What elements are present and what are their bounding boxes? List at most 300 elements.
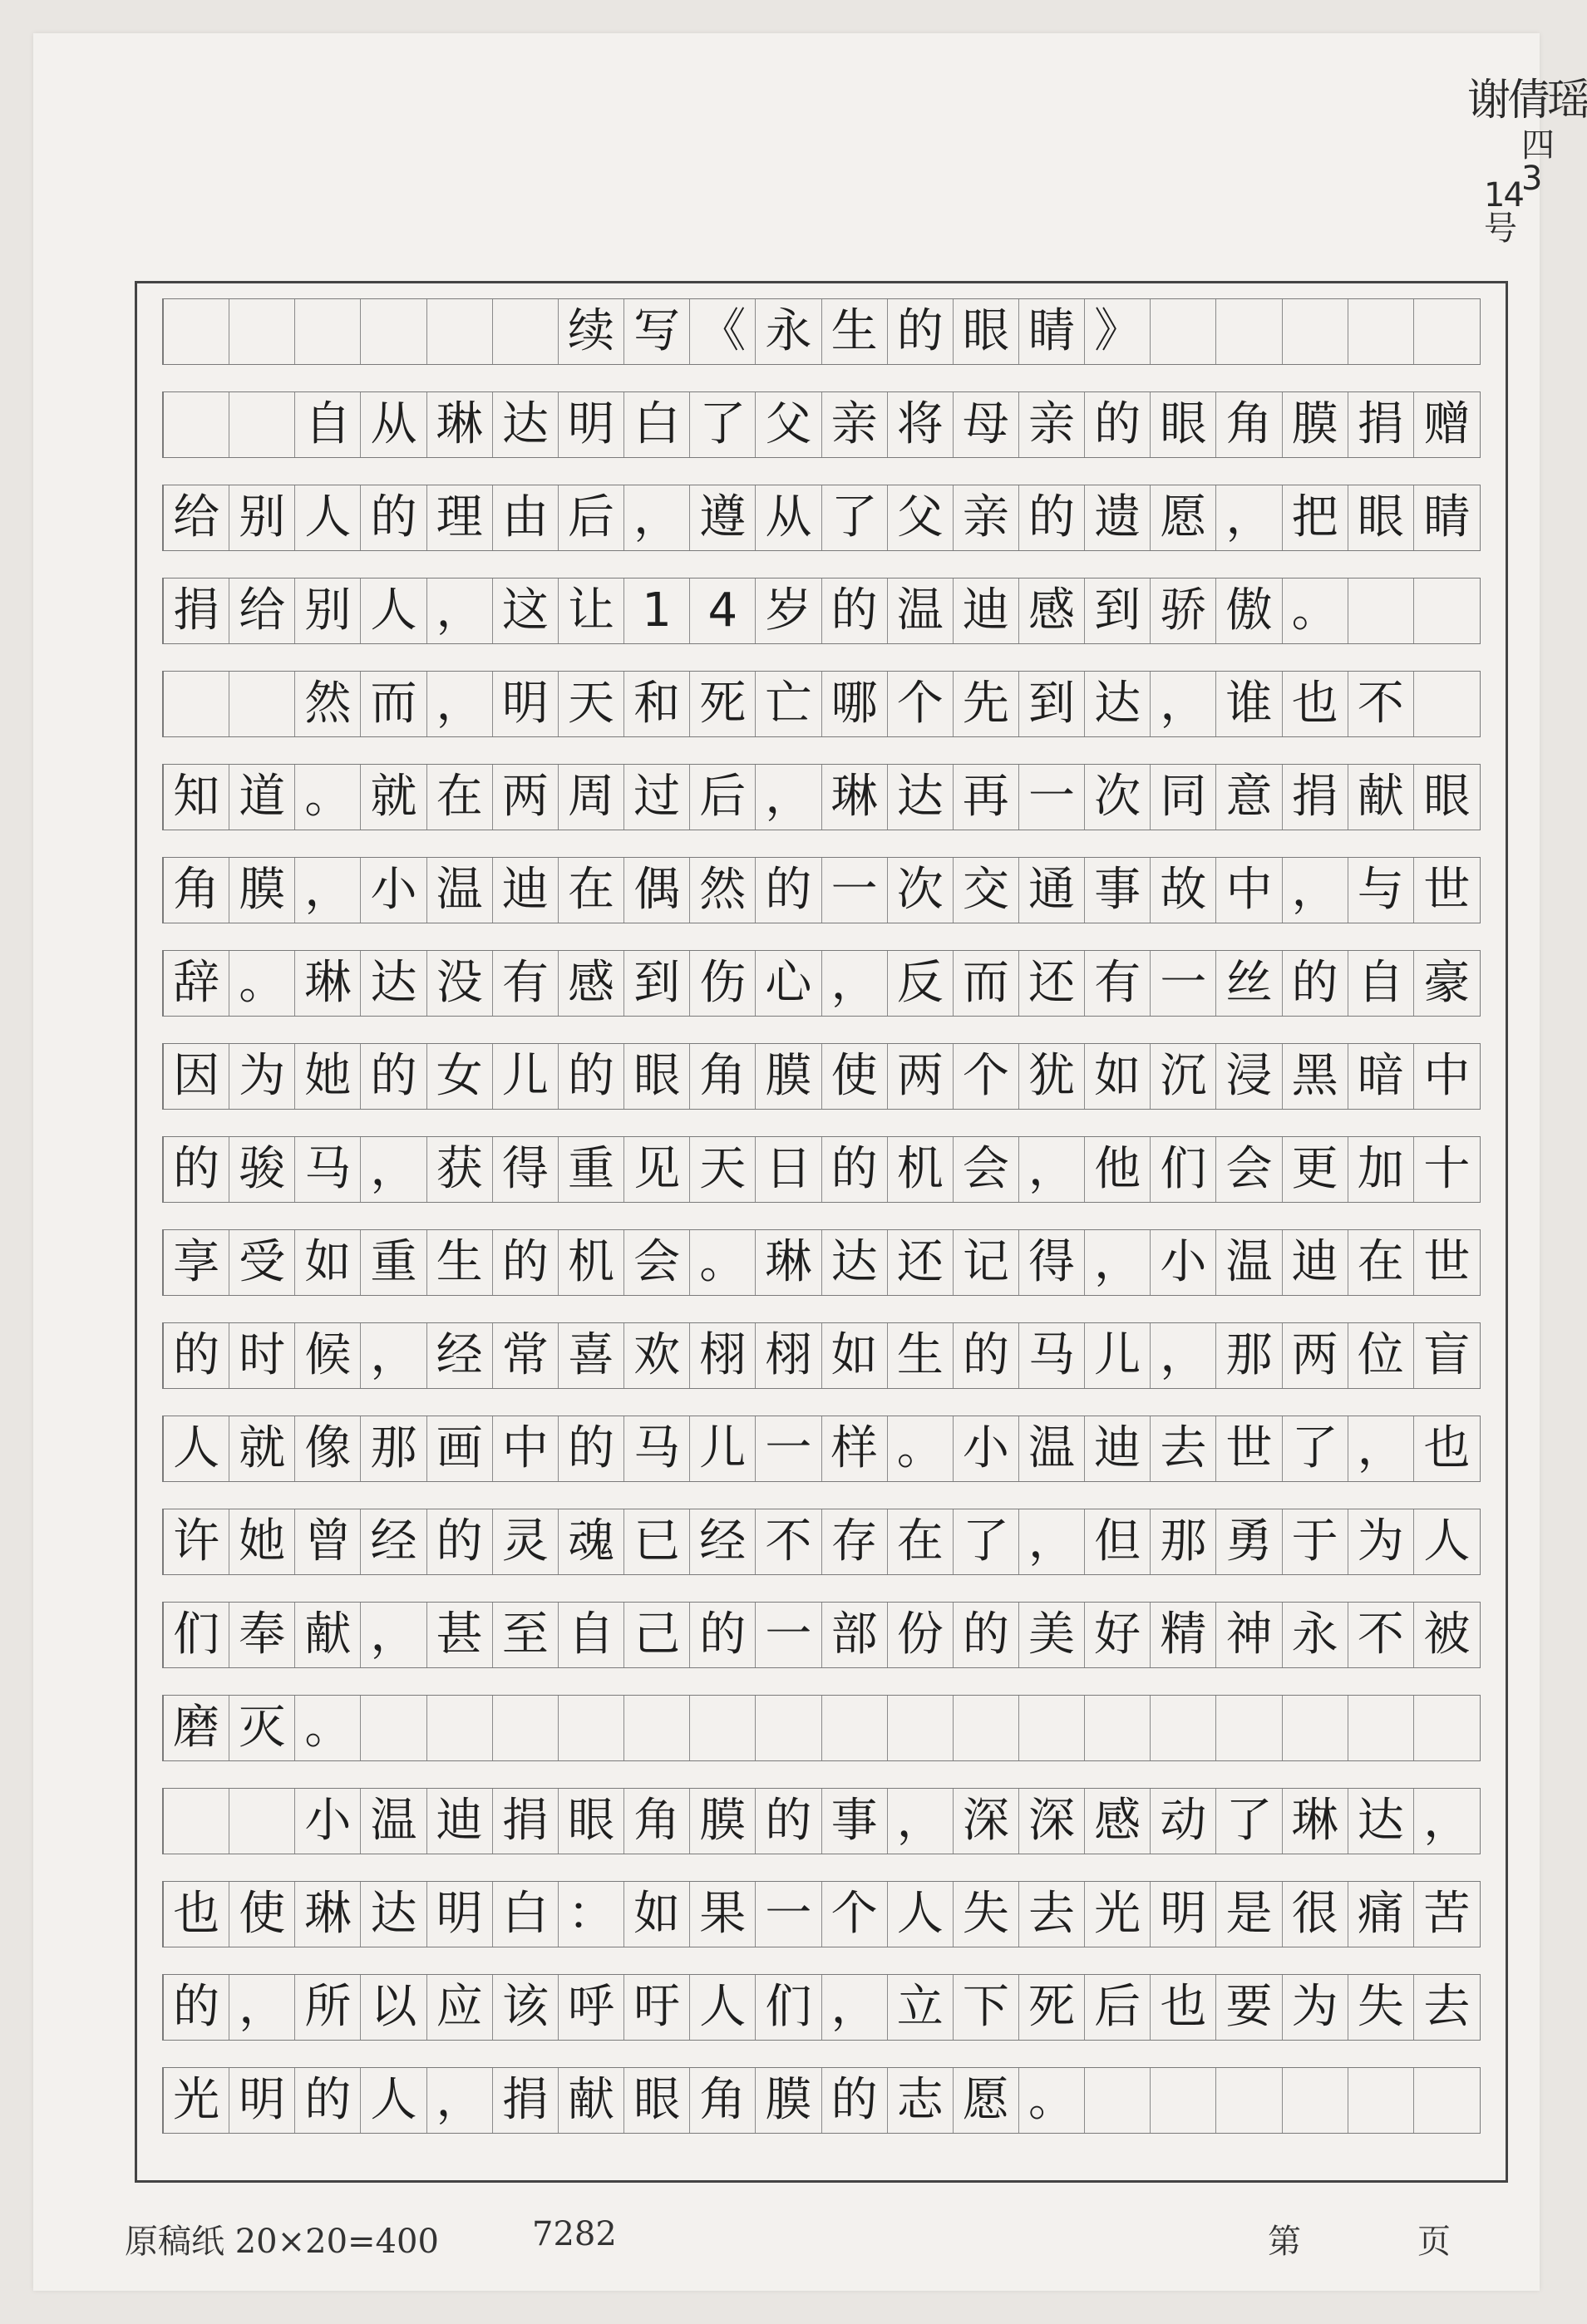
grid-cell: 一 bbox=[822, 858, 888, 923]
grid-cell: 很 bbox=[1283, 1882, 1348, 1947]
grid-cell: 们 bbox=[756, 1975, 821, 2040]
grid-cell: 动 bbox=[1151, 1789, 1216, 1854]
grid-cell: 机 bbox=[888, 1137, 954, 1202]
grid-cell: 个 bbox=[954, 1044, 1019, 1109]
grid-cell: 两 bbox=[888, 1044, 954, 1109]
grid-cell: 精 bbox=[1151, 1603, 1216, 1667]
grid-cell: ， bbox=[822, 951, 888, 1016]
grid-cell: 已 bbox=[624, 1509, 690, 1574]
grid-cell: 以 bbox=[361, 1975, 426, 2040]
grid-cell: 见 bbox=[624, 1137, 690, 1202]
grid-cell bbox=[1085, 2068, 1151, 2133]
grid-cell: 将 bbox=[888, 392, 954, 457]
grid-cell: 辞 bbox=[164, 951, 229, 1016]
grid-cell: ， bbox=[1019, 1509, 1085, 1574]
grid-cell: 死 bbox=[1019, 1975, 1085, 2040]
grid-cell: 光 bbox=[1085, 1882, 1151, 1947]
grid-cell: 迪 bbox=[954, 579, 1019, 643]
grid-cell: 感 bbox=[1019, 579, 1085, 643]
grid-cell: 别 bbox=[295, 579, 361, 643]
grid-cell: 但 bbox=[1085, 1509, 1151, 1574]
grid-cell: ， bbox=[1283, 858, 1348, 923]
grid-cell: 如 bbox=[624, 1882, 690, 1947]
grid-cell: 在 bbox=[888, 1509, 954, 1574]
grid-cell: 痛 bbox=[1348, 1882, 1414, 1947]
grid-cell bbox=[1414, 672, 1480, 736]
grid-cell: 自 bbox=[1348, 951, 1414, 1016]
paper-code: 7282 bbox=[532, 2215, 617, 2253]
grid-cell: 部 bbox=[822, 1603, 888, 1667]
grid-cell: 机 bbox=[559, 1230, 624, 1295]
grid-cell: 明 bbox=[229, 2068, 295, 2133]
grid-cell: 世 bbox=[1423, 863, 1471, 917]
grid-cell: 眼 bbox=[624, 1044, 690, 1109]
grid-cell: 献 bbox=[1348, 765, 1414, 830]
grid-cell: 更 bbox=[1283, 1137, 1348, 1202]
grid-cell: 眼 bbox=[559, 1789, 624, 1854]
grid-cell bbox=[954, 1696, 1019, 1760]
grid-cell: 不 bbox=[1348, 672, 1414, 736]
grid-cell: 达 bbox=[361, 1882, 426, 1947]
grid-cell: 那 bbox=[361, 1416, 426, 1481]
grid-cell: 的 bbox=[559, 1416, 624, 1481]
grid-cell bbox=[1085, 1696, 1151, 1760]
grid-cell: 一 bbox=[1019, 765, 1085, 830]
grid-cell: 的 bbox=[164, 1137, 229, 1202]
grid-cell: 有 bbox=[1085, 951, 1151, 1016]
grid-cell: 白 bbox=[493, 1882, 559, 1947]
grid-cell: 。 bbox=[690, 1230, 756, 1295]
grid-cell: 栩 bbox=[690, 1323, 756, 1388]
grid-cell: 捐 bbox=[493, 2068, 559, 2133]
grid-cell bbox=[229, 299, 295, 364]
grid-cell: 暗 bbox=[1348, 1044, 1414, 1109]
grid-cell: 琳 bbox=[427, 392, 493, 457]
manuscript-grid bbox=[135, 281, 1508, 2183]
grid-cell: 位 bbox=[1348, 1323, 1414, 1388]
grid-cell: 别 bbox=[229, 485, 295, 550]
grid-cell bbox=[295, 299, 361, 364]
grid-cell: 丝 bbox=[1216, 951, 1282, 1016]
grid-row bbox=[162, 1322, 1481, 1389]
grid-cell: 和 bbox=[624, 672, 690, 736]
grid-cell: 知 bbox=[164, 765, 229, 830]
grid-cell: 而 bbox=[954, 951, 1019, 1016]
grid-cell: 献 bbox=[559, 2068, 624, 2133]
grid-cell: 死 bbox=[690, 672, 756, 736]
grid-cell: 人 bbox=[888, 1882, 954, 1947]
grid-cell: 事 bbox=[1085, 858, 1151, 923]
grid-cell: 捐 bbox=[1348, 392, 1414, 457]
grid-cell: 达 bbox=[1085, 672, 1151, 736]
grid-cell: 的 bbox=[427, 1509, 493, 1574]
grid-cell: 的 bbox=[493, 1230, 559, 1295]
grid-cell: 了 bbox=[1216, 1789, 1282, 1854]
grid-cell: 赠 bbox=[1423, 397, 1471, 451]
grid-cell: 睛 bbox=[1019, 299, 1085, 364]
grid-cell: 立 bbox=[888, 1975, 954, 2040]
grid-cell: 明 bbox=[1151, 1882, 1216, 1947]
grid-cell: 献 bbox=[295, 1603, 361, 1667]
grid-cell: 眼 bbox=[1423, 770, 1471, 824]
grid-cell: 深 bbox=[954, 1789, 1019, 1854]
grid-cell: 会 bbox=[624, 1230, 690, 1295]
grid-cell: 愿 bbox=[954, 2068, 1019, 2133]
grid-cell: 经 bbox=[427, 1323, 493, 1388]
grid-cell: ， bbox=[1151, 1323, 1216, 1388]
grid-cell: 重 bbox=[361, 1230, 426, 1295]
grid-cell: 记 bbox=[954, 1230, 1019, 1295]
grid-cell: 时 bbox=[229, 1323, 295, 1388]
grid-cell: 女 bbox=[427, 1044, 493, 1109]
grid-cell bbox=[1348, 2068, 1414, 2133]
grid-cell: 明 bbox=[559, 392, 624, 457]
grid-cell: 遗 bbox=[1085, 485, 1151, 550]
grid-cell: 膜 bbox=[229, 858, 295, 923]
grid-row bbox=[162, 1602, 1481, 1668]
grid-cell bbox=[164, 672, 229, 736]
grid-cell: 欢 bbox=[624, 1323, 690, 1388]
grid-cell: 生 bbox=[427, 1230, 493, 1295]
grid-cell: 明 bbox=[493, 672, 559, 736]
grid-cell: 感 bbox=[559, 951, 624, 1016]
grid-row bbox=[162, 1509, 1481, 1575]
grid-cell: 去 bbox=[1151, 1416, 1216, 1481]
grid-cell: 人 bbox=[295, 485, 361, 550]
grid-cell bbox=[361, 1696, 426, 1760]
grid-cell: 许 bbox=[164, 1509, 229, 1574]
grid-cell: 骏 bbox=[229, 1137, 295, 1202]
grid-cell: 捐 bbox=[493, 1789, 559, 1854]
grid-cell: 就 bbox=[361, 765, 426, 830]
grid-cell: 果 bbox=[690, 1882, 756, 1947]
grid-cell: 永 bbox=[756, 299, 821, 364]
grid-cell: 马 bbox=[624, 1416, 690, 1481]
grid-row bbox=[162, 391, 1481, 458]
grid-cell: 天 bbox=[559, 672, 624, 736]
grid-cell bbox=[493, 1696, 559, 1760]
grid-cell: 眼 bbox=[624, 2068, 690, 2133]
grid-cell bbox=[1283, 1696, 1348, 1760]
grid-cell: 哪 bbox=[822, 672, 888, 736]
grid-cell: 豪 bbox=[1423, 956, 1471, 1010]
grid-cell: 两 bbox=[1283, 1323, 1348, 1388]
grid-cell: 存 bbox=[822, 1509, 888, 1574]
grid-cell: 与 bbox=[1348, 858, 1414, 923]
grid-row bbox=[162, 1788, 1481, 1854]
grid-cell: 。 bbox=[1019, 2068, 1085, 2133]
student-number: 14号 bbox=[1484, 176, 1523, 248]
grid-row bbox=[162, 857, 1481, 923]
grid-cell: 被 bbox=[1423, 1608, 1471, 1662]
grid-cell: 的 bbox=[690, 1603, 756, 1667]
grid-cell bbox=[690, 1696, 756, 1760]
grid-cell bbox=[1414, 1696, 1480, 1760]
grid-cell bbox=[1414, 299, 1480, 364]
grid-cell: 角 bbox=[1216, 392, 1282, 457]
grid-cell: 苦 bbox=[1423, 1887, 1471, 1941]
grid-cell: 从 bbox=[361, 392, 426, 457]
grid-cell: 候 bbox=[295, 1323, 361, 1388]
grid-cell: 温 bbox=[427, 858, 493, 923]
grid-cell: ， bbox=[822, 1975, 888, 2040]
grid-cell: 的 bbox=[888, 299, 954, 364]
grid-cell: 犹 bbox=[1019, 1044, 1085, 1109]
grid-cell: 眼 bbox=[954, 299, 1019, 364]
grid-cell: 那 bbox=[1151, 1509, 1216, 1574]
grid-cell: 4 bbox=[690, 579, 756, 643]
manuscript-sheet bbox=[33, 33, 1587, 2291]
grid-cell: 的 bbox=[756, 1789, 821, 1854]
grid-cell: 经 bbox=[690, 1509, 756, 1574]
grid-cell: 己 bbox=[624, 1603, 690, 1667]
grid-cell: 的 bbox=[361, 1044, 426, 1109]
grid-cell: ， bbox=[427, 2068, 493, 2133]
grid-cell: 两 bbox=[493, 765, 559, 830]
grid-cell: 享 bbox=[164, 1230, 229, 1295]
grid-cell: 角 bbox=[690, 1044, 756, 1109]
grid-cell: 愿 bbox=[1151, 485, 1216, 550]
grid-cell bbox=[229, 672, 295, 736]
grid-cell: 1 bbox=[624, 579, 690, 643]
grid-cell bbox=[559, 1696, 624, 1760]
grid-cell: ， bbox=[624, 485, 690, 550]
grid-cell: 明 bbox=[427, 1882, 493, 1947]
grid-cell: 膜 bbox=[756, 1044, 821, 1109]
grid-row bbox=[162, 1136, 1481, 1203]
grid-cell: 生 bbox=[822, 299, 888, 364]
grid-cell: 会 bbox=[954, 1137, 1019, 1202]
grid-cell: 达 bbox=[1348, 1789, 1414, 1854]
grid-cell: 在 bbox=[1348, 1230, 1414, 1295]
grid-rows bbox=[137, 298, 1506, 2174]
grid-cell: 像 bbox=[295, 1416, 361, 1481]
grid-cell: 感 bbox=[1085, 1789, 1151, 1854]
grid-cell bbox=[1019, 1696, 1085, 1760]
grid-cell: 中 bbox=[493, 1416, 559, 1481]
grid-cell: 的 bbox=[822, 579, 888, 643]
grid-cell: 。 bbox=[229, 951, 295, 1016]
grid-cell: 于 bbox=[1283, 1509, 1348, 1574]
grid-cell: 份 bbox=[888, 1603, 954, 1667]
grid-cell: 周 bbox=[559, 765, 624, 830]
grid-cell: 使 bbox=[229, 1882, 295, 1947]
grid-cell: 该 bbox=[493, 1975, 559, 2040]
grid-cell: 伤 bbox=[690, 951, 756, 1016]
grid-cell: 亡 bbox=[756, 672, 821, 736]
grid-cell: 马 bbox=[295, 1137, 361, 1202]
grid-cell bbox=[888, 1696, 954, 1760]
grid-row bbox=[162, 671, 1481, 737]
grid-cell: 从 bbox=[756, 485, 821, 550]
grid-cell: 睛 bbox=[1423, 490, 1471, 544]
page-label: 第 bbox=[1268, 2223, 1301, 2261]
grid-cell: 那 bbox=[1216, 1323, 1282, 1388]
grid-cell: 琳 bbox=[1283, 1789, 1348, 1854]
grid-cell: 心 bbox=[756, 951, 821, 1016]
grid-cell: 常 bbox=[493, 1323, 559, 1388]
grid-cell: 了 bbox=[954, 1509, 1019, 1574]
grid-cell: 失 bbox=[1348, 1975, 1414, 2040]
grid-cell: 要 bbox=[1216, 1975, 1282, 2040]
grid-cell bbox=[1414, 2068, 1480, 2133]
grid-cell: 。 bbox=[888, 1416, 954, 1481]
grid-cell bbox=[1216, 1696, 1282, 1760]
grid-cell: 吁 bbox=[624, 1975, 690, 2040]
grid-cell: 魂 bbox=[559, 1509, 624, 1574]
grid-cell: 眼 bbox=[1151, 392, 1216, 457]
grid-cell: 达 bbox=[493, 392, 559, 457]
grid-cell: 的 bbox=[1283, 951, 1348, 1016]
grid-cell: 了 bbox=[1283, 1416, 1348, 1481]
grid-cell: 应 bbox=[427, 1975, 493, 2040]
grid-cell: 偶 bbox=[624, 858, 690, 923]
grid-cell: 写 bbox=[624, 299, 690, 364]
grid-cell: 下 bbox=[954, 1975, 1019, 2040]
grid-row bbox=[162, 2067, 1481, 2134]
grid-cell: 还 bbox=[888, 1230, 954, 1295]
grid-row bbox=[162, 578, 1481, 644]
grid-cell: 一 bbox=[756, 1882, 821, 1947]
grid-cell bbox=[427, 299, 493, 364]
grid-cell: 。 bbox=[1283, 579, 1348, 643]
grid-cell bbox=[229, 1789, 295, 1854]
grid-cell: 的 bbox=[954, 1603, 1019, 1667]
grid-cell: 得 bbox=[1019, 1230, 1085, 1295]
grid-cell bbox=[1216, 299, 1282, 364]
grid-cell: 同 bbox=[1151, 765, 1216, 830]
grid-cell: 捐 bbox=[164, 579, 229, 643]
grid-cell: 后 bbox=[690, 765, 756, 830]
grid-cell: 小 bbox=[954, 1416, 1019, 1481]
grid-cell: 给 bbox=[164, 485, 229, 550]
grid-cell: 。 bbox=[295, 1696, 361, 1760]
grid-cell: 也 bbox=[1151, 1975, 1216, 2040]
grid-cell: 中 bbox=[1216, 858, 1282, 923]
grid-cell: 样 bbox=[822, 1416, 888, 1481]
grid-cell: 奉 bbox=[229, 1603, 295, 1667]
grid-cell: 为 bbox=[1348, 1509, 1414, 1574]
grid-cell: 的 bbox=[164, 1323, 229, 1388]
grid-cell: 温 bbox=[361, 1789, 426, 1854]
grid-cell: 迪 bbox=[1085, 1416, 1151, 1481]
grid-cell: 失 bbox=[954, 1882, 1019, 1947]
grid-row bbox=[162, 764, 1481, 830]
grid-cell: 为 bbox=[229, 1044, 295, 1109]
grid-cell: 反 bbox=[888, 951, 954, 1016]
grid-cell: 达 bbox=[361, 951, 426, 1016]
grid-cell: ， bbox=[361, 1603, 426, 1667]
grid-cell: 迪 bbox=[427, 1789, 493, 1854]
grid-cell: 勇 bbox=[1216, 1509, 1282, 1574]
grid-row bbox=[162, 1229, 1481, 1296]
grid-cell bbox=[1283, 299, 1348, 364]
grid-cell: 十 bbox=[1423, 1142, 1471, 1196]
grid-cell: 还 bbox=[1019, 951, 1085, 1016]
grid-cell: 灭 bbox=[229, 1696, 295, 1760]
grid-cell: 生 bbox=[888, 1323, 954, 1388]
grid-cell bbox=[1151, 1696, 1216, 1760]
grid-cell: 把 bbox=[1283, 485, 1348, 550]
grid-cell bbox=[229, 392, 295, 457]
grid-cell: 过 bbox=[624, 765, 690, 830]
grid-cell: 一 bbox=[1151, 951, 1216, 1016]
grid-row bbox=[162, 298, 1481, 365]
grid-cell: 次 bbox=[1085, 765, 1151, 830]
grid-cell: 呼 bbox=[559, 1975, 624, 2040]
grid-cell: 的 bbox=[822, 2068, 888, 2133]
grid-cell: 如 bbox=[295, 1230, 361, 1295]
grid-cell: 一 bbox=[756, 1416, 821, 1481]
grid-cell: 母 bbox=[954, 392, 1019, 457]
grid-cell: 人 bbox=[690, 1975, 756, 2040]
grid-cell: 至 bbox=[493, 1603, 559, 1667]
grid-cell: 温 bbox=[1019, 1416, 1085, 1481]
grid-cell: ， bbox=[888, 1789, 954, 1854]
grid-cell: 的 bbox=[559, 1044, 624, 1109]
grid-cell: 会 bbox=[1216, 1137, 1282, 1202]
grid-cell: 琳 bbox=[295, 951, 361, 1016]
grid-cell bbox=[1151, 299, 1216, 364]
grid-cell: 小 bbox=[1151, 1230, 1216, 1295]
grid-cell: 受 bbox=[229, 1230, 295, 1295]
grid-cell: 个 bbox=[888, 672, 954, 736]
grid-cell: 膜 bbox=[1283, 392, 1348, 457]
grid-cell: 亲 bbox=[954, 485, 1019, 550]
grid-cell: 让 bbox=[559, 579, 624, 643]
grid-cell: 为 bbox=[1283, 1975, 1348, 2040]
grid-row bbox=[162, 950, 1481, 1017]
grid-cell: 有 bbox=[493, 951, 559, 1016]
grid-cell: 也 bbox=[164, 1882, 229, 1947]
grid-cell: 也 bbox=[1423, 1421, 1471, 1475]
grid-cell: 给 bbox=[229, 579, 295, 643]
grid-cell: 磨 bbox=[164, 1696, 229, 1760]
grid-cell: 也 bbox=[1283, 672, 1348, 736]
grid-row bbox=[162, 1043, 1481, 1110]
grid-cell: 中 bbox=[1423, 1049, 1471, 1103]
grid-cell: 达 bbox=[888, 765, 954, 830]
grid-cell: 甚 bbox=[427, 1603, 493, 1667]
grid-cell bbox=[1151, 2068, 1216, 2133]
grid-cell: 遵 bbox=[690, 485, 756, 550]
grid-cell: 经 bbox=[361, 1509, 426, 1574]
grid-cell: 不 bbox=[756, 1509, 821, 1574]
grid-cell: 通 bbox=[1019, 858, 1085, 923]
grid-cell: 去 bbox=[1423, 1980, 1471, 2034]
grid-cell: 浸 bbox=[1216, 1044, 1282, 1109]
grid-cell: 由 bbox=[493, 485, 559, 550]
grid-cell: ， bbox=[1216, 485, 1282, 550]
grid-cell: 在 bbox=[427, 765, 493, 830]
grid-cell: 如 bbox=[822, 1323, 888, 1388]
grid-cell: 的 bbox=[295, 2068, 361, 2133]
grid-cell: 获 bbox=[427, 1137, 493, 1202]
grid-cell: 琳 bbox=[756, 1230, 821, 1295]
grid-cell bbox=[1348, 1696, 1414, 1760]
grid-cell: 然 bbox=[690, 858, 756, 923]
grid-cell: 小 bbox=[361, 858, 426, 923]
grid-cell: 的 bbox=[164, 1975, 229, 2040]
grid-cell: 是 bbox=[1216, 1882, 1282, 1947]
grid-cell: 的 bbox=[954, 1323, 1019, 1388]
grid-cell: 交 bbox=[954, 858, 1019, 923]
grid-cell: 的 bbox=[1085, 392, 1151, 457]
grid-cell: 事 bbox=[822, 1789, 888, 1854]
grid-cell bbox=[1414, 579, 1480, 643]
grid-cell: 亲 bbox=[822, 392, 888, 457]
grid-cell: 自 bbox=[295, 392, 361, 457]
